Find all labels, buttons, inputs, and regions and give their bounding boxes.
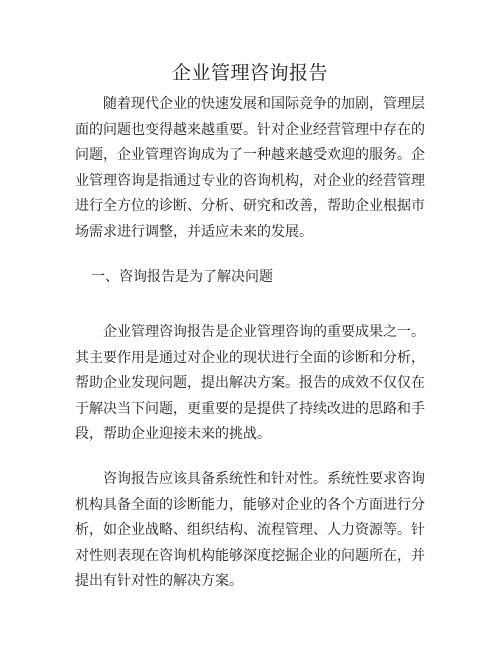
paragraph-intro: 随着现代企业的快速发展和国际竞争的加剧，管理层面的问题也变得越来越重要。针对企业经营管理中存在的问题，企业管理咨询成为了一种越来越受欢迎的服务。企业管理咨询是指通过专业的咨询机构，对企业的经营管理进行全方位的诊断、分析、研究和改善，帮助企业根据市场需求进行调整，并适应未来的发展。 <box>75 96 425 240</box>
paragraph-report-qualities: 咨询报告应该具备系统性和针对性。系统性要求咨询机构具备全面的诊断能力，能够对企业的各个方面进行分析，如企业战略、组织结构、流程管理、人力资源等。针对性则表现在咨询机构能够深度挖掘企业的问题所在，并提出有针对性的解决方案。 <box>75 471 425 589</box>
document-title: 企业管理咨询报告 <box>171 62 328 84</box>
section-heading: 一、咨询报告是为了解决问题 <box>91 269 273 285</box>
paragraph-report-role: 企业管理咨询报告是企业管理咨询的重要成果之一。其主要作用是通过对企业的现状进行全面的诊断和分析，帮助企业发现问题，提出解决方案。报告的成效不仅仅在于解决当下问题，更重要的是提供了持续改进的思路和手段，帮助企业迎接未来的挑战。 <box>75 324 425 442</box>
